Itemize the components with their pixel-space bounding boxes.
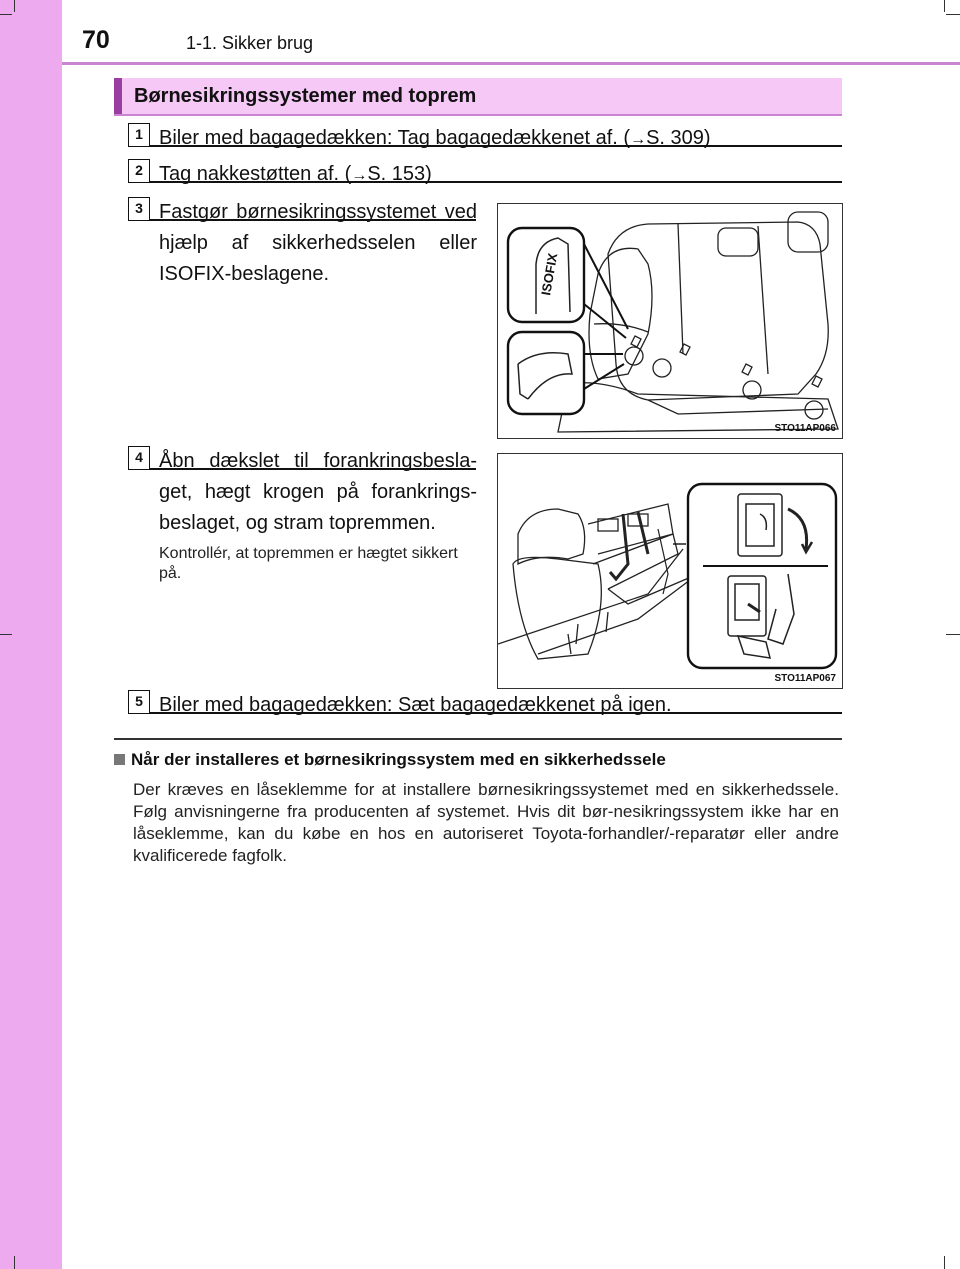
step-number-1: 1 [128,123,150,147]
figure-top-tether [497,453,843,689]
figure-code: STO11AP066 [774,423,836,434]
seat-illustration [498,204,842,438]
figure-code: STO11AP067 [774,673,836,684]
step-text-2 [159,159,432,191]
step-text-3: Fastgør børnesikringssystemet ved hjælp af sikkerhedsselen eller ISOFIX-beslagene. [159,201,477,285]
note-title: Når der installeres et børnesikringssystem med en sikkerhedssele [131,750,666,769]
page-reference-link[interactable]: S. 153) [367,163,432,185]
step-1-text-before: Biler med bagagedækken: Tag bagagedækkenet af. ( [159,127,631,149]
note-heading [114,750,666,770]
step-2-text-before: Tag nakkestøtten af. ( [159,163,352,185]
arrow-right-icon: → [351,167,368,184]
crop-mark [0,14,12,15]
note-body: Der kræves en låseklemme for at installere børnesikringssystemet med en sikkerhedssele. Følg anvisningerne fra producenten af systemet. Hvis dit bør-nesikringssystem ikke har en låseklemme, kan du købe en hos en autoriseret Toyota-forhandler/-reparatør eller andre kvalificerede fagfolk. [133,780,839,865]
page-reference-link[interactable]: S. 309) [646,127,711,149]
header-rule [62,62,960,65]
crop-mark [944,1256,945,1269]
section-title: 1-1. Sikker brug [186,33,314,53]
crop-mark [14,1256,15,1269]
crop-mark [944,0,945,12]
step-text-5: Biler med bagagedækken: Sæt bagagedækkenet på igen. [159,694,672,716]
section-divider [114,738,842,740]
title-band [114,78,842,116]
title-accent [114,78,122,114]
crop-mark [14,0,15,12]
page-title: Børnesikringssystemer med toprem [134,85,477,107]
step-text-1 [159,123,711,155]
isofix-label: ISOFIX [538,251,561,297]
step-number-2: 2 [128,159,150,183]
step-number-5: 5 [128,690,150,714]
step-number-3: 3 [128,197,150,221]
crop-mark [946,634,960,635]
arrow-right-icon: → [630,131,647,148]
step-text-4: Åbn dækslet til forankringsbesla-get, hægt krogen på forankrings-beslaget, og stram topremmen. [159,450,477,534]
square-bullet-icon [114,754,125,765]
tether-illustration [498,454,842,688]
step-4-note: Kontrollér, at topremmen er hægtet sikkert på. [159,545,458,582]
crop-mark [0,634,12,635]
page-number: 70 [82,26,110,54]
figure-isofix-seat [497,203,843,439]
crop-mark [946,14,960,15]
step-number-4: 4 [128,446,150,470]
